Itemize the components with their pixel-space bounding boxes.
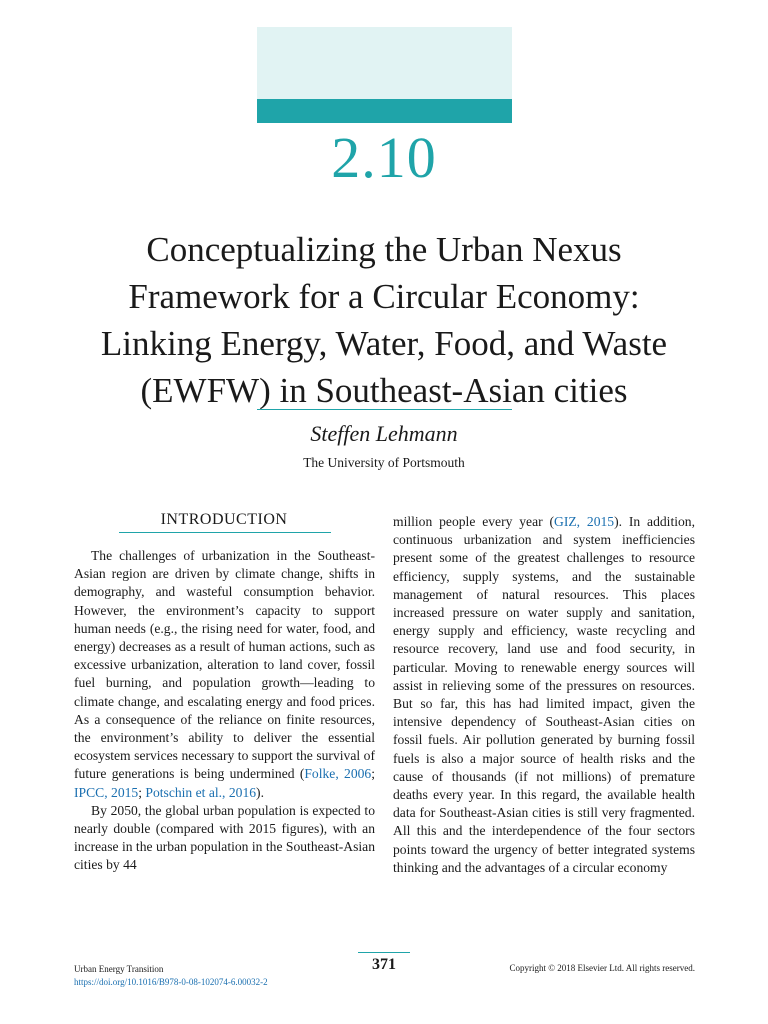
left-column: [74, 547, 375, 875]
citation-link-ipcc[interactable]: IPCC, 2015: [74, 784, 139, 800]
author-name: Steffen Lehmann: [310, 421, 458, 446]
citation-link-giz[interactable]: GIZ, 2015: [554, 514, 615, 529]
section-heading: INTRODUCTION: [160, 511, 288, 528]
copyright-notice: Copyright © 2018 Elsevier Ltd. All rights reserved.: [509, 963, 695, 973]
title-line: Conceptualizing the Urban Nexus: [146, 230, 622, 269]
author-affiliation: The University of Portsmouth: [303, 455, 465, 470]
title-divider: [257, 409, 512, 410]
chapter-title: [50, 226, 718, 414]
paragraph: The challenges of urbanization in the Southeast-Asian region are driven by climate change, shifts in demography, and wasteful consumption behavior. However, the environment’s capacity to support human needs (e.g., the rising need for water, food, and energy) decreases as a result of human actions, such as excessive urbanization, alteration to land cover, fossil fuel burning, and population growth—leading to climate change, and escalating energy and food prices. As a consequence of the reliance on finite resources, the environment’s ability to deliver the essential ecosystem services necessary to support the survival of future generations is being undermined (Folke, 2006; IPCC, 2015; Potschin et al., 2016).: [74, 548, 375, 800]
chapter-number: 2.10: [331, 125, 437, 190]
chapter-banner-band: [257, 99, 512, 123]
book-title: Urban Energy Transition: [74, 964, 164, 974]
paragraph: By 2050, the global urban population is expected to nearly double (compared with 2015 figures), with an increase in the urban population in the Southeast-Asian cities by 44: [74, 802, 375, 873]
right-column: [393, 513, 695, 877]
doi-link[interactable]: https://doi.org/10.1016/B978-0-08-102074-6.00032-2: [74, 977, 268, 987]
citation-link-folke[interactable]: Folke, 2006: [304, 766, 372, 782]
citation-link-potschin[interactable]: Potschin et al., 2016: [145, 784, 257, 800]
footer-book-info: [74, 963, 268, 989]
title-line: Linking Energy, Water, Food, and Waste: [100, 324, 668, 363]
title-line: Framework for a Circular Economy:: [128, 277, 640, 316]
title-line: (EWFW) in Southeast-Asian cities: [140, 371, 628, 410]
chapter-banner-top: [257, 27, 512, 99]
section-heading-rule: [119, 532, 331, 533]
paragraph: million people every year (GIZ, 2015). In addition, continuous urbanization and system inefficiencies present some of the greatest challenges to resource efficiency, supply systems, and the sustainable management of natural resources. This places increased pressure on water supply and sanitation, energy supply and efficiency, waste recycling and resource recovery, land use and food security, in particular. Moving to renewable energy sources will assist in relieving some of the pressures on resources. But so far, this has had limited impact, given the intensive dependency of Southeast-Asian cities on fossil fuels. Air pollution generated by burning fossil fuels is also a major source of health risks and the cause of thousands (if not millions) of premature deaths every year. In this regard, the available health data for Southeast-Asian cities is still very fragmented. All this and the interdependence of the four sectors points toward the urgency of better integrated systems thinking and the advantages of a circular economy: [393, 514, 696, 875]
page-number: 371: [372, 956, 396, 973]
page-number-rule: [358, 952, 410, 953]
